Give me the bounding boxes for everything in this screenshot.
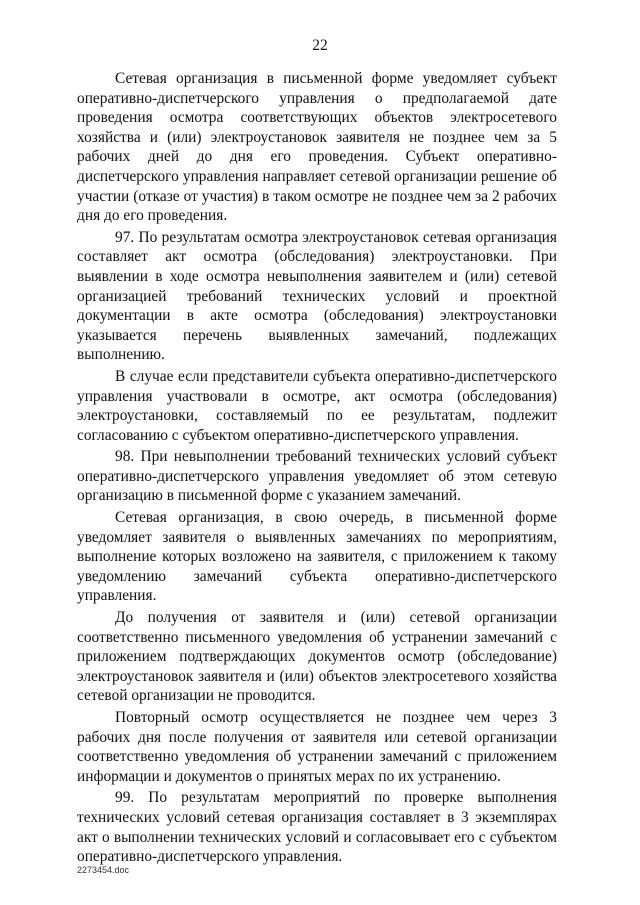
paragraph-97: 97. По результатам осмотра электроустановок сетевая организация составляет акт осмотра (обследования) электроустановки. При выявлении в ходе осмотра невыполнения заявителем и (или) сетевой организацией требований технических условий и проектной документации в акте осмотра (обследования) электроустановки указывается перечень выявленных замечаний, подлежащих выполнению.	[77, 228, 557, 364]
paragraph-98-before-receipt: До получения от заявителя и (или) сетевой организации соответственно письменного уведомления об устранении замечаний с приложением подтверждающих документов осмотр (обследование) электроустановок заявителя и (или) объектов электросетевого хозяйства сетевой организации не проводится.	[77, 609, 557, 705]
paragraph-notification: Сетевая организация в письменной форме уведомляет субъект оперативно-диспетчерского управления о предполагаемой дате проведения осмотра соответствующих объектов электросетевого хозяйства и (или) электроустановок заявителя не позднее чем за 5 рабочих дней до дня его проведения. Субъект оперативно-диспетчерского управления направляет сетевой организации решение об участии (отказе от участия) в таком осмотре не позднее чем за 2 рабочих дня до его проведения.	[77, 70, 557, 225]
document-body	[77, 69, 557, 869]
paragraph-98: 98. При невыполнении требований технических условий субъект оперативно-диспетчерского управления уведомляет об этом сетевую организацию в письменной форме с указанием замечаний.	[77, 448, 557, 505]
page-number: 22	[312, 37, 328, 54]
document-code: 2273454.doc	[77, 865, 130, 875]
paragraph-97-coordination: В случае если представители субъекта оперативно-диспетчерского управления участвовали в осмотре, акт осмотра (обследования) электроустановки, составляемый по ее результатам, подлежит согласованию с субъектом оперативно-диспетчерского управления.	[77, 367, 557, 444]
paragraph-99: 99. По результатам мероприятий по проверке выполнения технических условий сетевая организация составляет в 3 экземплярах акт о выполнении технических условий и согласовывает его с субъектом оперативно-диспетчерского управления.	[77, 789, 557, 866]
paragraph-repeat-inspection: Повторный осмотр осуществляется не позднее чем через 3 рабочих дня после получения от заявителя или сетевой организации соответственно уведомления об устранении замечаний с приложением информации и документов о принятых мерах по их устранению.	[77, 709, 557, 785]
paragraph-98-grid-notice: Сетевая организация, в свою очередь, в письменной форме уведомляет заявителя о выявленных замечаниях по мероприятиям, выполнение которых возложено на заявителя, с приложением к такому уведомлению замечаний субъекта оперативно-диспетчерского управления.	[77, 509, 557, 605]
